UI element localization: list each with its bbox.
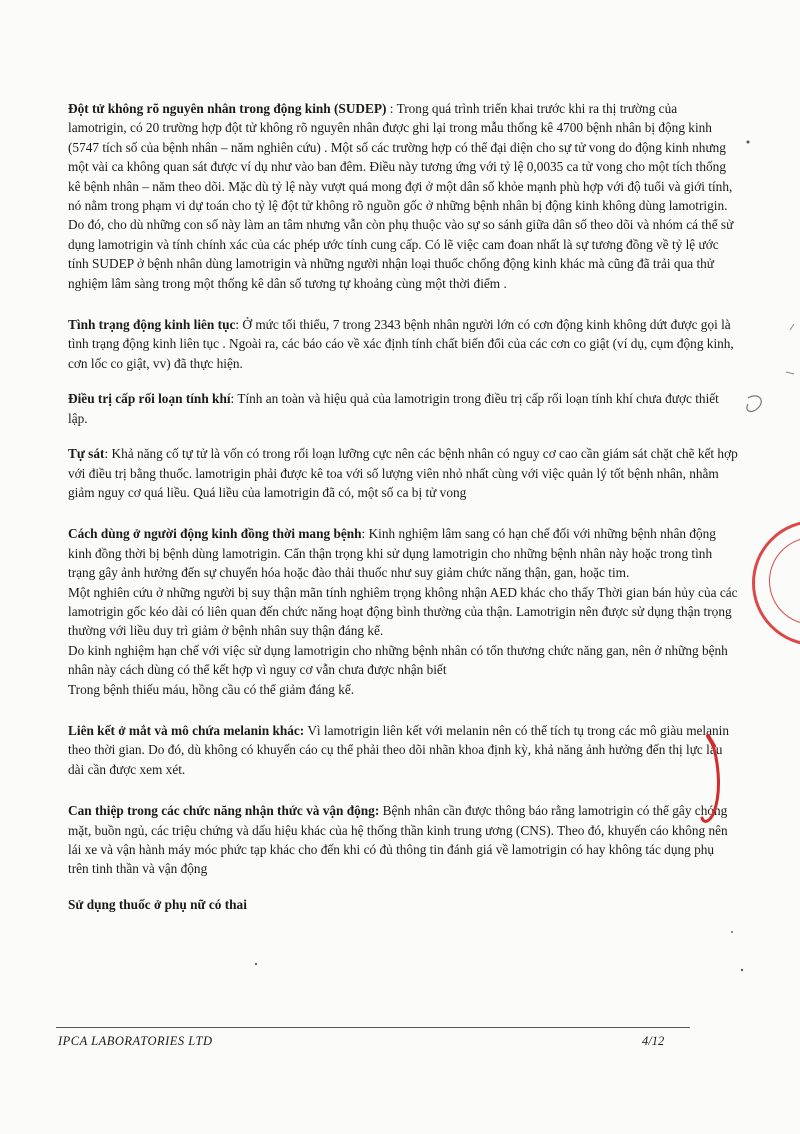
section-melanin-binding [68, 721, 738, 779]
section-suicide: Tự sát: Khả năng cố tự tử là vốn có trong rối loạn lưỡng cực nên các bệnh nhân có nguy cơ cao cần giám sát chặt chẽ kết hợp với điều trị bằng thuốc. lamotrigin phải được kê toa với số lượng viên nhỏ nhất cùng với việc quản lý tốt bệnh nhân, nhằm giảm nguy cơ quá liều. Quá liều của lamotrigin đã có, một số ca bị tử vong [68, 446, 738, 500]
red-stamp-icon [752, 520, 800, 646]
paragraph-hepatic: Do kinh nghiệm hạn chế với việc sử dụng lamotrigin cho những bệnh nhân có tổn thương chức năng gan, nên ở những bệnh nhân này cách dùng có thể kết hợp vì nguy cơ vẫn chưa được nhận biết [68, 642, 728, 678]
section-text: Tính an toàn và hiệu quả của lamotrigin trong điều trị cấp rối loạn tính khí chưa được thiết lập. [68, 391, 719, 426]
pencil-mark-icon [747, 396, 761, 412]
section-pregnancy [68, 895, 738, 914]
document-body [68, 99, 738, 914]
section-cognitive-motor [68, 801, 738, 879]
section-heading: Sử dụng thuốc ở phụ nữ có thai [68, 896, 247, 912]
section-heading: Cách dùng ở người động kinh đồng thời mang bệnh [68, 526, 362, 542]
section-sudep: Đột tử không rõ nguyên nhân trong động kinh (SUDEP) : Trong quá trình triển khai trước khi ra thị trường của lamotrigin, có 20 trường hợp đột tử không rõ nguyên nhân được ghi lại trong mẫu thống kê 4700 bệnh nhân bị động kinh (5747 tích số của bệnh nhân – năm nghiên cứu) . Một số các trường hợp có thể đại diện cho sự tử vong do động kinh nhưng một vài ca không quan sát được ví dụ như vào ban đêm. Điều này tương ứng với tỷ lệ 0,0035 ca tử vong cho một tích thống kê bệnh nhân – năm theo dõi. Mặc dù tỷ lệ này vượt quá mong đợi ở một dân số khỏe mạnh phù hợp với độ tuổi và giới tính, nó nằm trong phạm vi dự toán cho tỷ lệ đột tử không rõ nguồn gốc ở những bệnh nhân bị động kinh không dùng lamotrigin. Do đó, cho dù những con số này làm an tâm nhưng vẫn còn phụ thuộc vào sự so sánh giữa dân số theo dõi và nhóm cá thể sử dụng lamotrigin và tính chính xác của các phép ước tính cung cấp. Có lẽ việc cam đoan nhất là sự tương đồng về tỷ lệ ước tính SUDEP ở bệnh nhân dùng lamotrigin và những người nhận loại thuốc chống động kinh khác mà cũng đã trải qua thử nghiệm lâm sàng trong một thống kê dân số tương tự khoảng cùng một thời điểm . [68, 101, 734, 291]
section-heading: Tự sát [68, 446, 105, 462]
section-heading: Tình trạng động kinh liên tục [68, 317, 236, 333]
section-heading: Liên kết ở mắt và mô chứa melanin khác: [68, 722, 305, 738]
section-heading: Đột tử không rõ nguyên nhân trong động kinh (SUDEP) [68, 101, 387, 116]
section-heading: Can thiệp trong các chức năng nhận thức và vận động: [68, 803, 380, 819]
section-mood-disorder: Điều trị cấp rối loạn tính khí: Tính an toàn và hiệu quả của lamotrigin trong điều trị cấp rối loạn tính khí chưa được thiết lập. [68, 391, 719, 426]
section-concomitant-illness: Cách dùng ở người động kinh đồng thời mang bệnh: Kinh nghiệm lâm sang có hạn chế đối với những bệnh nhân động kinh đồng thời bị bệnh dùng lamotrigin. Cẩn thận trọng khi sử dụng lamotrigin cho những bệnh nhân này hoặc trong tình trạng gây ảnh hưởng đến sự chuyển hóa hoặc đào thải thuốc như suy giảm chức năng thận, gan, hoặc tim. [68, 526, 716, 581]
section-text: Trong quá trình triển khai trước khi ra thị trường của lamotrigin, có 20 trường hợp đột tử không rõ nguyên nhân được ghi lại trong mẫu thống kê 4700 bệnh nhân bị động kinh (5747 tích số của bệnh nhân – năm nghiên cứu) . Một số các trường hợp có thể đại diện cho sự tử vong do động kinh nhưng một vài ca không quan sát được ví dụ như vào ban đêm. Điều này tương ứng với tỷ lệ 0,0035 ca tử vong cho một tích thống kê bệnh nhân – năm theo dõi. Mặc dù tỷ lệ này vượt quá mong đợi ở một dân số khỏe mạnh phù hợp với độ tuổi và giới tính, nó nằm trong phạm vi dự toán cho tỷ lệ đột tử không rõ nguồn gốc ở những bệnh nhân bị động kinh không dùng lamotrigin. Do đó, cho dù những con số này làm an tâm nhưng vẫn còn phụ thuộc vào sự so sánh giữa dân số theo dõi và nhóm cá thể sử dụng lamotrigin và tính chính xác của các phép ước tính cung cấp. Có lẽ việc cam đoan nhất là sự tương đồng về tỷ lệ ước tính SUDEP ở bệnh nhân dùng lamotrigin và những người nhận loại thuốc chống động kinh khác mà cũng đã trải qua thử nghiệm lâm sàng trong một thống kê dân số tương tự khoảng cùng một thời điểm . [68, 101, 734, 291]
section-heading: Điều trị cấp rối loạn tính khí [68, 391, 231, 407]
paragraph-renal: Một nghiên cứu ở những người bị suy thận mãn tính nghiêm trọng không nhận AED khác cho thấy Thời gian bán hủy của các lamotrigin gốc kéo dài có liên quan đến chức năng hoạt động bình thường của thận. Lamotrigin nên được sử dụng thận trọng thường với liều duy trì giảm ở bệnh nhân suy thận đáng kể. [68, 584, 738, 639]
footer-company: IPCA LABORATORIES LTD [58, 1034, 213, 1048]
paragraph-anemia: Trong bệnh thiếu máu, hồng cầu có thể giảm đáng kể. [68, 681, 355, 697]
section-text: Ở mức tối thiểu, 7 trong 2343 bệnh nhân người lớn có cơn động kinh không dứt được gọi là tình trạng động kinh liên tục . Ngoài ra, các báo cáo về xác định tính chất biến đổi của các cơn co giật (ví dụ, cụm động kinh, cơn lốc co giật, vv) đã thực hiện. [68, 317, 734, 371]
section-text: Vì lamotrigin liên kết với melanin nên có thể tích tụ trong các mô giàu melanin theo thời gian. Do đó, dù không có khuyến cáo cụ thể phải theo dõi nhãn khoa định kỳ, khả năng ảnh hưởng đến thị lực lâu dài cần được xem xét. [68, 722, 730, 777]
section-text: Khả năng cố tự tử là vốn có trong rối loạn lưỡng cực nên các bệnh nhân có nguy cơ cao cần giám sát chặt chẽ kết hợp với điều trị bằng thuốc. lamotrigin phải được kê toa với số lượng viên nhỏ nhất cùng với việc quản lý tốt bệnh nhân, nhằm giảm nguy cơ quá liều. Quá liều của lamotrigin đã có, một số ca bị tử vong [68, 446, 738, 500]
footer-divider [56, 1027, 690, 1028]
section-text: Kinh nghiệm lâm sang có hạn chế đối với những bệnh nhân động kinh đồng thời bị bệnh dùng lamotrigin. Cẩn thận trọng khi sử dụng lamotrigin cho những bệnh nhân này hoặc trong tình trạng gây ảnh hưởng đến sự chuyển hóa hoặc đào thải thuốc như suy giảm chức năng thận, gan, hoặc tim. [68, 526, 716, 581]
pencil-mark-icon [786, 324, 794, 374]
section-text: Bệnh nhân cần được thông báo rằng lamotrigin có thể gây chóng mặt, buồn ngủ, các triệu chứng và dấu hiệu khác của hệ thống thần kinh trung ương (CNS). Theo đó, khuyến cáo không nên lái xe và vận hành máy móc phức tạp khác cho đến khi có đủ thông tin đánh giá về lamotrigin có hay không tác dụng phụ trên tinh thần và vận động [68, 803, 728, 877]
section-status-epilepticus: Tình trạng động kinh liên tục: Ở mức tối thiểu, 7 trong 2343 bệnh nhân người lớn có cơn động kinh không dứt được gọi là tình trạng động kinh liên tục . Ngoài ra, các báo cáo về xác định tính chất biến đổi của các cơn co giật (ví dụ, cụm động kinh, cơn lốc co giật, vv) đã thực hiện. [68, 317, 734, 371]
footer-page-number: 4/12 [642, 1034, 665, 1048]
